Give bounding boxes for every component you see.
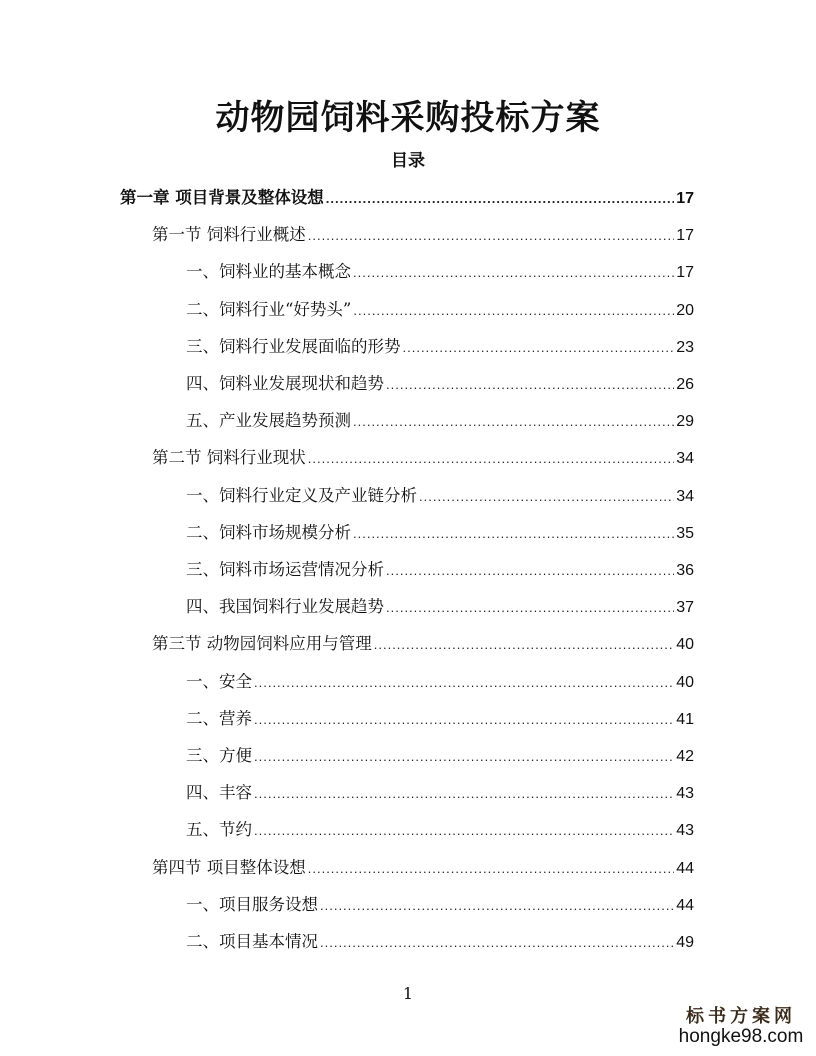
toc-leader-dots: [308, 228, 674, 243]
toc-entry-page: 35: [676, 524, 694, 542]
toc-entry[interactable]: [186, 258, 694, 294]
toc-leader-dots: [353, 414, 674, 429]
toc-entry-page: 34: [676, 450, 694, 468]
watermark-logo: [676, 1002, 806, 1048]
toc-entry-page: 43: [676, 822, 694, 840]
toc-entry[interactable]: [152, 221, 694, 257]
toc-leader-dots: [308, 451, 674, 466]
toc-entry-page: 41: [676, 710, 694, 728]
toc-entry[interactable]: [186, 296, 694, 332]
toc-entry-page: 44: [676, 859, 694, 877]
toc-entry-label: 三、饲料行业发展面临的形势: [186, 336, 401, 356]
toc-entry-page: 42: [676, 748, 694, 765]
toc-leader-dots: [326, 191, 674, 206]
toc-entry-page: 40: [676, 673, 694, 691]
toc-entry[interactable]: [186, 556, 694, 592]
toc-leader-dots: [254, 786, 674, 801]
toc-leader-dots: [353, 303, 674, 318]
toc-entry[interactable]: [186, 816, 694, 852]
toc-entry-label: 第一节 饲料行业概述: [152, 225, 306, 245]
watermark-url: hongke98.com: [678, 1026, 804, 1047]
toc-entry-label: 第四节 项目整体设想: [152, 857, 306, 877]
toc-entry-page: 17: [676, 227, 694, 245]
toc-entry[interactable]: [186, 370, 694, 406]
toc-entry-label: 三、方便: [186, 746, 252, 765]
toc-entry[interactable]: [186, 928, 694, 964]
toc-leader-dots: [254, 712, 674, 727]
toc-leader-dots: [254, 749, 674, 764]
toc-leader-dots: [320, 898, 674, 913]
toc-entry[interactable]: [186, 333, 694, 369]
toc-entry-page: 29: [676, 413, 694, 431]
toc-entry-page: 17: [676, 190, 694, 207]
toc-entry[interactable]: [152, 854, 694, 890]
toc-leader-dots: [386, 563, 674, 578]
toc-leader-dots: [386, 600, 674, 615]
toc-leader-dots: [419, 489, 674, 504]
toc-leader-dots: [308, 861, 674, 876]
toc-entry-label: 二、营养: [186, 708, 252, 728]
toc-entry-page: 17: [676, 264, 694, 282]
toc-entry-page: 49: [676, 934, 694, 951]
toc-entry[interactable]: [186, 891, 694, 927]
toc-leader-dots: [254, 675, 674, 690]
toc-leader-dots: [386, 377, 674, 392]
toc-entry-label: 第一章 项目背景及整体设想: [120, 188, 324, 207]
toc-leader-dots: [320, 935, 674, 950]
toc-entry[interactable]: [186, 779, 694, 815]
toc-entry-label: 一、饲料业的基本概念: [186, 262, 351, 282]
toc-entry-label: 第三节 动物园饲料应用与管理: [152, 634, 372, 654]
toc-entry-label: 一、饲料行业定义及产业链分析: [186, 485, 417, 505]
toc-entry[interactable]: [186, 519, 694, 555]
toc-entry[interactable]: [186, 742, 694, 778]
toc-leader-dots: [403, 340, 675, 355]
toc-entry-page: 44: [676, 896, 694, 914]
toc-entry[interactable]: [152, 630, 694, 666]
toc-entry-label: 二、饲料市场规模分析: [186, 522, 351, 542]
toc-entry[interactable]: [186, 668, 694, 704]
toc-entry[interactable]: [152, 444, 694, 480]
toc-entry[interactable]: [186, 705, 694, 741]
toc-entry[interactable]: [186, 407, 694, 443]
toc-entry-page: 26: [676, 376, 694, 393]
toc-entry-label: 二、饲料行业“好势头”: [186, 299, 352, 319]
toc-entry-page: 23: [676, 338, 694, 356]
toc-entry-label: 一、安全: [186, 671, 252, 691]
toc-entry-page: 37: [676, 599, 694, 617]
toc-entry-label: 一、项目服务设想: [186, 894, 318, 914]
watermark-brand: 标书方案网: [686, 1006, 796, 1027]
toc-heading: 目录: [391, 151, 425, 171]
toc-entry-label: 四、丰容: [186, 783, 252, 803]
toc-entry-page: 34: [676, 487, 694, 505]
toc-entry-label: 五、产业发展趋势预测: [186, 411, 351, 431]
toc-entry-page: 36: [676, 562, 694, 579]
toc-entry[interactable]: [186, 593, 694, 629]
toc-entry[interactable]: [186, 482, 694, 518]
toc-leader-dots: [254, 823, 674, 838]
document-title: 动物园饲料采购投标方案: [215, 98, 601, 138]
toc-entry-label: 四、饲料业发展现状和趋势: [186, 374, 384, 393]
toc-entry-page: 40: [676, 636, 694, 654]
toc-entry-page: 20: [676, 301, 694, 319]
toc-leader-dots: [353, 526, 674, 541]
toc-leader-dots: [353, 265, 674, 280]
toc-entry-label: 三、饲料市场运营情况分析: [186, 560, 384, 579]
toc-entry-label: 二、项目基本情况: [186, 932, 318, 951]
toc-entry[interactable]: [120, 184, 694, 220]
toc-leader-dots: [374, 637, 674, 652]
toc-entry-label: 第二节 饲料行业现状: [152, 448, 306, 468]
toc-entry-page: 43: [676, 785, 694, 803]
toc-entry-label: 四、我国饲料行业发展趋势: [186, 597, 384, 617]
page-number: 1: [402, 984, 414, 1003]
toc-entry-label: 五、节约: [186, 820, 252, 840]
